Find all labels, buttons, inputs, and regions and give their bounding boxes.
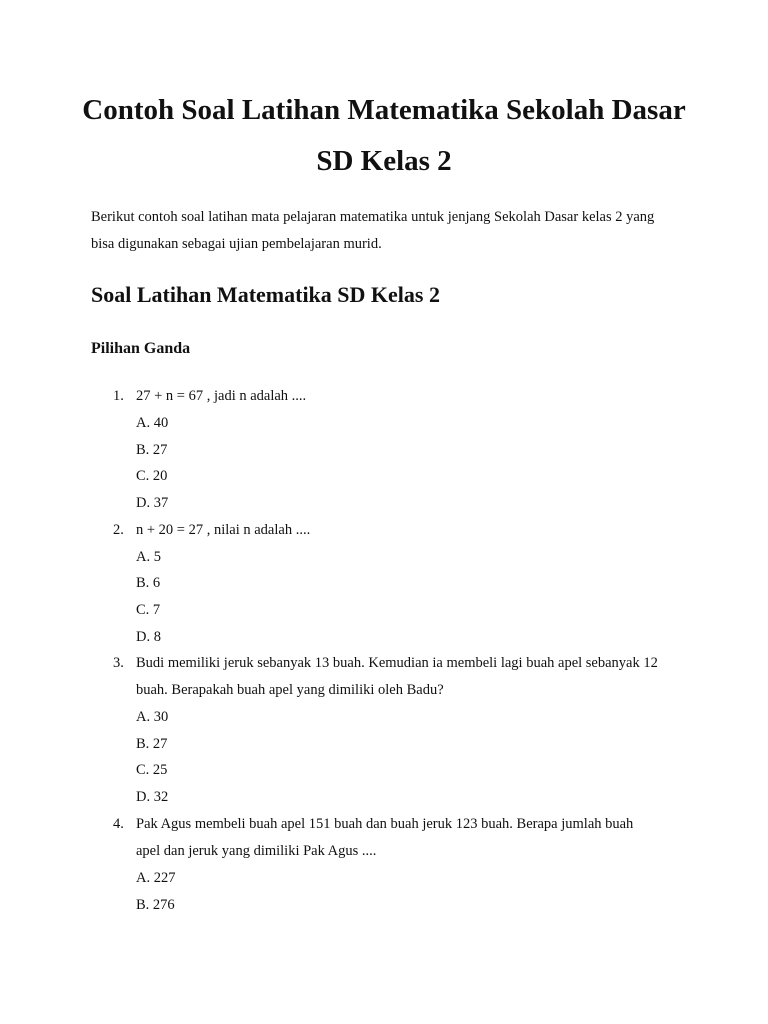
answer-option: A. 5	[136, 549, 161, 565]
document-title-line-2: SD Kelas 2	[316, 145, 452, 177]
answer-option: B. 6	[136, 575, 161, 591]
answer-option: D. 32	[136, 789, 169, 805]
question-number: 2.	[113, 522, 124, 538]
answer-option: C. 25	[136, 762, 168, 778]
question-text: buah. Berapakah buah apel yang dimiliki oleh Badu?	[136, 682, 444, 698]
answer-option: D. 8	[136, 629, 161, 645]
intro-paragraph	[91, 204, 691, 258]
answer-option: A. 30	[136, 709, 169, 725]
answer-option: D. 37	[136, 495, 169, 511]
question-text: apel dan jeruk yang dimiliki Pak Agus ....	[136, 843, 377, 859]
document-title-line-1: Contoh Soal Latihan Matematika Sekolah Dasar	[82, 94, 686, 126]
question-number: 1.	[113, 388, 124, 404]
section-heading: Soal Latihan Matematika SD Kelas 2	[91, 282, 440, 307]
answer-option: A. 227	[136, 870, 176, 886]
intro-line-2: bisa digunakan sebagai ujian pembelajaran murid.	[91, 236, 382, 252]
question-text: Pak Agus membeli buah apel 151 buah dan buah jeruk 123 buah. Berapa jumlah buah	[136, 816, 634, 832]
question-number: 4.	[113, 816, 124, 832]
answer-option: A. 40	[136, 415, 169, 431]
answer-option: C. 20	[136, 468, 168, 484]
answer-option: B. 276	[136, 897, 175, 913]
question-number: 3.	[113, 655, 124, 671]
question-text: 27 + n = 67 , jadi n adalah ....	[136, 388, 307, 404]
question-text: Budi memiliki jeruk sebanyak 13 buah. Kemudian ia membeli lagi buah apel sebanyak 12	[136, 655, 658, 671]
answer-option: B. 27	[136, 736, 168, 752]
subsection-heading: Pilihan Ganda	[91, 340, 191, 357]
intro-line-1: Berikut contoh soal latihan mata pelajaran matematika untuk jenjang Sekolah Dasar kelas 2 yang	[91, 209, 655, 225]
answer-option: C. 7	[136, 602, 161, 618]
question-text: n + 20 = 27 , nilai n adalah ....	[136, 522, 311, 538]
answer-option: B. 27	[136, 442, 168, 458]
